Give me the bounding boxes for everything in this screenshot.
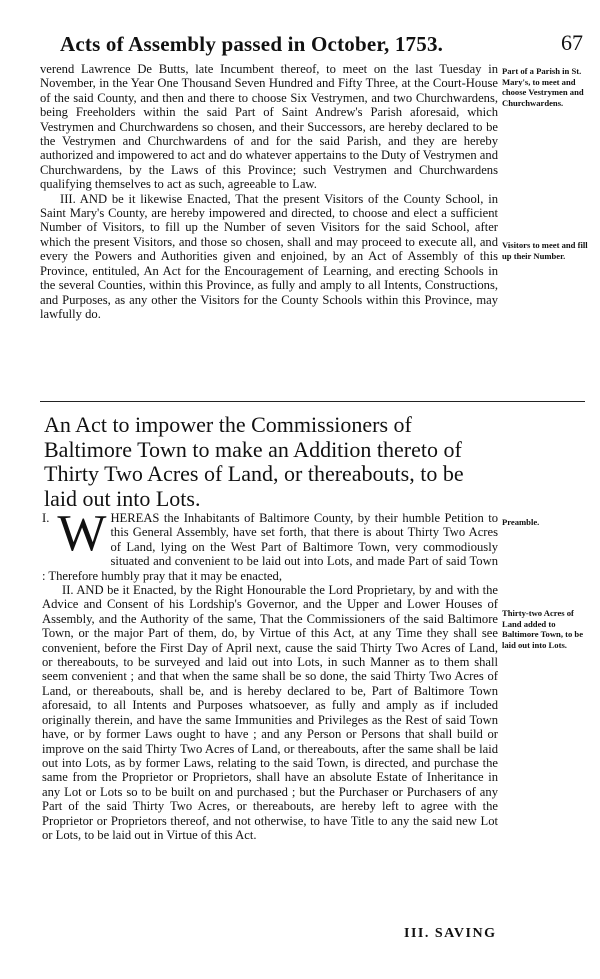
margin-note-preamble: Preamble.: [502, 517, 540, 527]
previous-act-text: [40, 62, 498, 321]
section-number: I.: [42, 511, 50, 525]
catchword: III. SAVING: [404, 926, 497, 941]
section-divider: [40, 401, 585, 402]
page-header: [40, 30, 585, 60]
paragraph-section-iii: III. AND be it likewise Enacted, That the present Visitors of the County School, in Saint Mary's County, are hereby impowered and directed, to choose and elect a sufficient Number of Visitors, to fill up the Number of seven Visitors for the said School, after which the present Visitors, and those so chosen, shall and may proceed to execute all, and every the Powers and Authorities given and enjoined, by an Act of Assembly of this Province, entituled, An Act for the Encouragement of Learning, and erecting Schools in the several Counties, within this Province, as fully and amply to all Intents, Constructions, and Purposes, as any other the Visitors for the County Schools within this Province, may lawfully do.: [40, 191, 498, 321]
paragraph-continuation: verend Lawrence De Butts, late Incumbent thereof, to meet on the last Tuesday in November, in the Year One Thousand Seven Hundred and Fifty Three, at the Court-House of the said County, and then and there to choose Six Vestrymen, and two Churchwardens, being Freeholders within the said Part of Saint Andrew's Parish aforesaid, which Vestrymen and Churchwardens so chosen, and their Successors, are hereby declared to be the Vestrymen and Churchwardens of and for the said Parish, and they are hereby authorized and impowered to act and do whatever appertains to the Duty of Vestrymen and Churchwardens, by the Laws of this Province; such Vestrymen and Churchwardens qualifying themselves to act as such, agreeable to Law.: [40, 62, 498, 192]
page-number: 67: [561, 30, 583, 55]
preamble-paragraph: [42, 505, 498, 583]
drop-cap: W: [57, 505, 107, 562]
running-title: Acts of Assembly passed in October, 1753.: [60, 32, 444, 56]
margin-note-parish: Part of a Parish in St. Mary's, to meet and choose Vestrymen and Churchwardens.: [502, 66, 584, 108]
act-body: [42, 505, 498, 842]
preamble-text: HEREAS the Inhabitants of Baltimore County, by their humble Petition to this General Assembly, have set forth, that there is about Thirty Two Acres of Land, lying on the West Part of Baltimore Town, very commodiously situated and convenient to be laid out into Lots, and made Part of said Town : Therefore humbly pray that it may be enacted,: [42, 511, 498, 583]
act-title: An Act to impower the Commissioners of Baltimore Town to make an Addition thereto of Thirty Two Acres of Land, or thereabouts, to be laid out into Lots.: [44, 412, 464, 511]
margin-note-visitors: Visitors to meet and fill up their Number.: [502, 240, 588, 261]
paragraph-section-ii: II. AND be it Enacted, by the Right Honourable the Lord Proprietary, by and with the Advice and Consent of his Lordship's Governor, and the Upper and Lower Houses of Assembly, and the Authority of the same, That the Commissioners of the said Baltimore Town, or the major Part of them, do, by Virtue of this Act, at any Time they shall see convenient, before the First Day of April next, cause the said Thirty Two Acres of Land, or thereabouts, to be surveyed and laid out into Lots, in such Manner as to them shall seem convenient ; and that when the same shall be so done, the said Thirty Two Acres of Land, or thereabouts, shall be, and is hereby declared to be, Part of Baltimore Town aforesaid, to all Intents and Purposes whatsoever, as fully and amply as if included originally therein, and have the same Immunities and Privileges as the Rest of said Town have, or by former Laws ought to have ; and any Person or Persons that shall build or improve on the said Thirty Two Acres of Land, or thereabouts, after the same shall be laid out into Lots, as by former Laws, relating to the said Town, is directed, and purchase the same from the Proprietor or Proprietors, shall have an absolute Estate of Inheritance in any Lot or Lots so to be built on and purchased ; but the Purchaser or Purchasers of any Part of the said Thirty Two Acres, or thereabouts, are hereby left to agree with the Proprietor or Proprietors thereof, and not otherwise, to have Title to any the said new Lot or Lots, to be laid out in Virtue of this Act.: [42, 583, 498, 842]
margin-note-lots: Thirty-two Acres of Land added to Baltimore Town, to be laid out into Lots.: [502, 608, 584, 650]
